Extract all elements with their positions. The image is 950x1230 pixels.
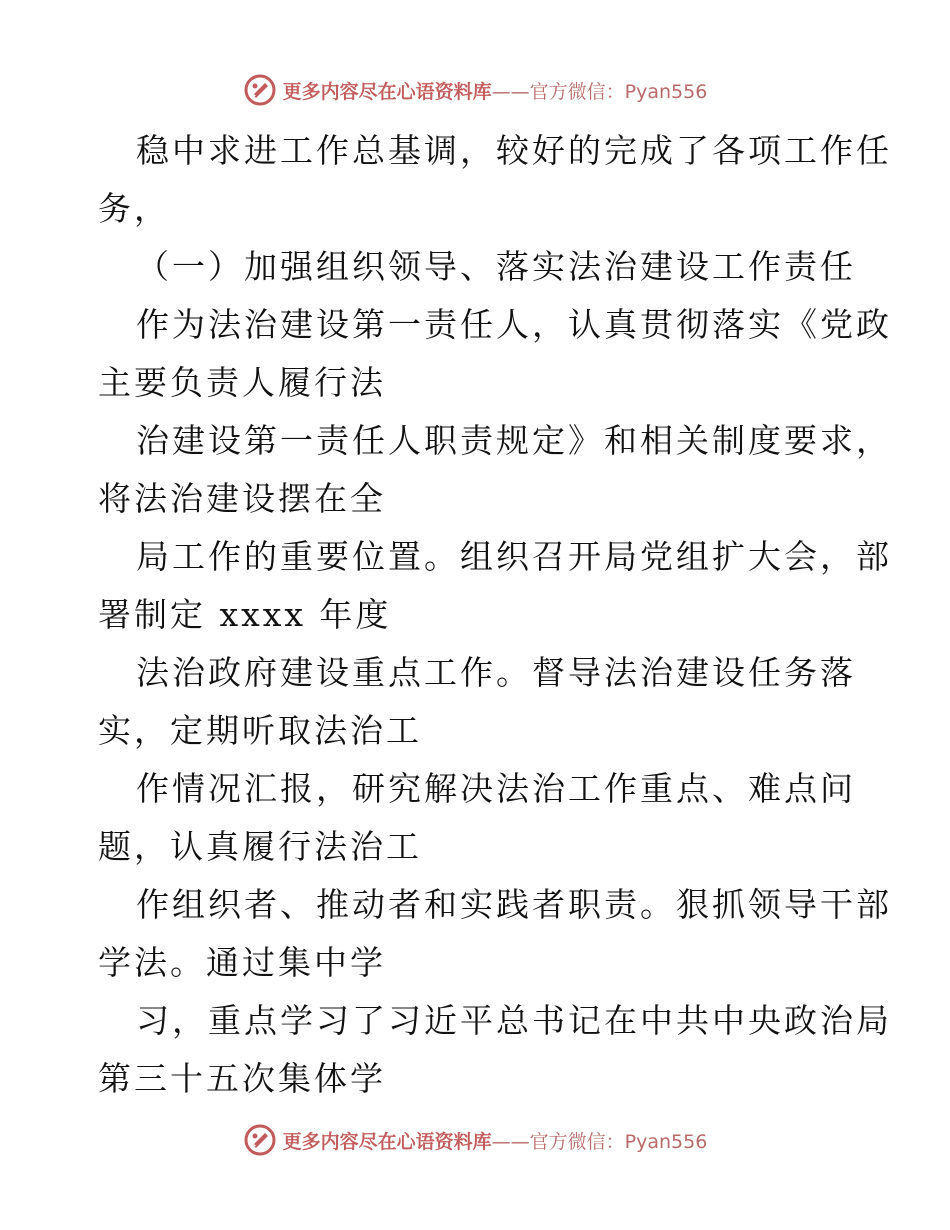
banner-wechat: 官方微信：Pyan556 xyxy=(529,80,708,103)
text-line: 作为法治建设第一责任人，认真贯彻落实《党政 xyxy=(136,305,892,344)
text-line: 稳中求进工作总基调，较好的完成了各项工作任 xyxy=(136,131,892,170)
text-line: 作情况汇报，研究解决法治工作重点、难点问 xyxy=(136,769,856,808)
text-line: 第三十五次集体学 xyxy=(98,1059,386,1098)
text-line: 法治政府建设重点工作。督导法治建设任务落 xyxy=(136,653,856,692)
section-heading: （一）加强组织领导、落实法治建设工作责任 xyxy=(136,247,856,286)
footer-watermark xyxy=(0,1120,950,1160)
text-line: 署制定 xxxx 年度 xyxy=(98,595,392,634)
text-line: 务， xyxy=(98,189,170,228)
text-line: 主要负责人履行法 xyxy=(98,363,386,402)
banner-brand: 更多内容尽在心语资料库 xyxy=(282,80,492,103)
text-line: 局工作的重要位置。组织召开局党组扩大会，部 xyxy=(136,537,892,576)
logo-icon xyxy=(243,73,277,107)
banner-wechat: 官方微信：Pyan556 xyxy=(529,1130,708,1153)
banner-brand: 更多内容尽在心语资料库 xyxy=(282,1130,492,1153)
banner-separator: —— xyxy=(491,80,530,103)
text-line: 题，认真履行法治工 xyxy=(98,827,422,866)
header-watermark xyxy=(0,70,950,110)
text-line: 治建设第一责任人职责规定》和相关制度要求， xyxy=(136,421,892,460)
text-line: 学法。通过集中学 xyxy=(98,943,386,982)
logo-icon xyxy=(243,1123,277,1157)
text-line: 习，重点学习了习近平总书记在中共中央政治局 xyxy=(136,1001,892,1040)
document-body xyxy=(98,122,892,1108)
banner-separator: —— xyxy=(491,1130,530,1153)
text-line: 将法治建设摆在全 xyxy=(98,479,386,518)
text-line: 实，定期听取法治工 xyxy=(98,711,422,750)
text-line: 作组织者、推动者和实践者职责。狠抓领导干部 xyxy=(136,885,892,924)
